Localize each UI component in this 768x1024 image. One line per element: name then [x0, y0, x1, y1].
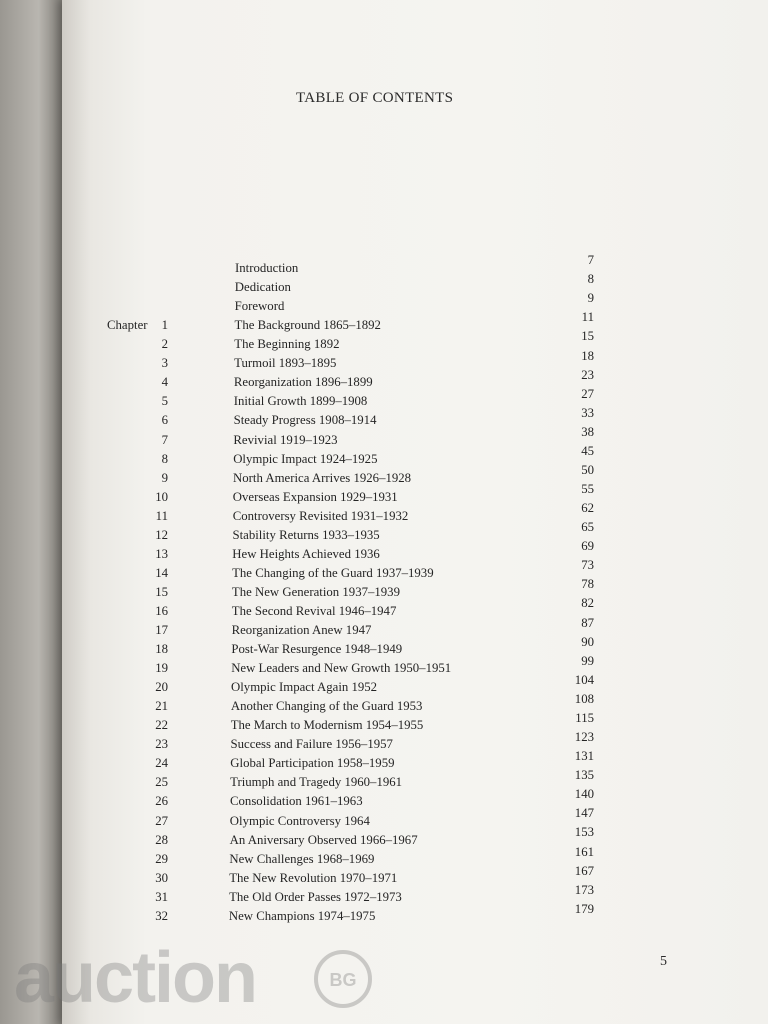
chapter-number: 17: [155, 623, 168, 637]
toc-entry: [0, 348, 768, 372]
chapter-title: The Background 1865–1892: [234, 318, 381, 333]
page-ref: 99: [581, 653, 594, 668]
page-ref: 82: [581, 596, 594, 611]
watermark-logo: [14, 938, 374, 1018]
chapter-number: 25: [155, 775, 168, 790]
page-ref: 73: [581, 558, 594, 573]
page-ref: 8: [587, 272, 594, 287]
chapter-title: Olympic Controversy 1964: [229, 813, 370, 828]
chapter-number: 4: [161, 375, 168, 390]
chapter-title: The Second Revival 1946–1947: [231, 603, 397, 618]
page-ref: 69: [581, 539, 594, 554]
chapter-number: 29: [155, 851, 168, 866]
page-ref: 140: [574, 787, 594, 802]
chapter-title: Global Participation 1958–1959: [230, 756, 395, 771]
chapter-number: 2: [161, 337, 168, 352]
chapter-number: 16: [155, 603, 168, 618]
toc-entry: [0, 443, 768, 468]
toc-entry: [0, 596, 768, 620]
page-ref: 65: [581, 520, 594, 535]
chapter-number: 27: [155, 813, 168, 828]
page-ref: 153: [574, 825, 594, 840]
page-ref: 104: [574, 672, 594, 687]
chapter-title: Dedication: [234, 280, 291, 295]
toc-entry: [0, 882, 768, 906]
chapter-title: The Changing of the Guard 1937–1939: [232, 565, 434, 580]
chapter-number: 6: [161, 413, 168, 428]
page-ref: 167: [574, 863, 594, 878]
chapter-title: The New Revolution 1970–1971: [229, 870, 398, 885]
toc-entry: [0, 253, 768, 277]
page-ref: 135: [574, 768, 594, 783]
toc-entry: [0, 691, 768, 715]
page-ref: 45: [581, 443, 594, 458]
toc-entry: [0, 825, 768, 849]
chapter-number: 1: [161, 318, 168, 333]
toc-entry: [0, 386, 768, 410]
toc-entry: [0, 577, 768, 601]
chapter-number: 24: [155, 756, 168, 771]
chapter-number: 7: [161, 432, 168, 447]
page-ref: 27: [581, 386, 594, 401]
chapter-title: North America Arrives 1926–1928: [233, 470, 412, 485]
chapter-title: Controversy Revisited 1931–1932: [232, 508, 409, 523]
page-ref: 55: [581, 482, 594, 496]
toc-entry: [0, 405, 768, 429]
page-ref: 62: [581, 501, 594, 515]
toc-entry: [0, 863, 768, 887]
chapter-number: 8: [161, 451, 168, 466]
chapter-title: The Beginning 1892: [234, 337, 340, 352]
chapter-number: 3: [161, 356, 168, 371]
chapter-number: 5: [161, 394, 168, 409]
toc-entry: [0, 730, 768, 753]
chapter-title: Overseas Expansion 1929–1931: [232, 489, 398, 504]
chapter-number: 11: [155, 508, 168, 523]
chapter-title: Initial Growth 1899–1908: [233, 394, 368, 409]
chapter-title: Hew Heights Achieved 1936: [232, 546, 380, 561]
toc-entry: [0, 291, 768, 315]
chapter-title: Reorganization Anew 1947: [231, 623, 372, 637]
toc-entry: [0, 844, 768, 868]
toc-entry: [0, 329, 768, 353]
watermark-badge: [314, 950, 372, 1008]
chapter-number: 14: [155, 565, 168, 580]
toc-entry: [0, 272, 768, 296]
chapter-number: 13: [155, 546, 168, 561]
chapter-number: 18: [155, 642, 168, 656]
toc-entry: [0, 520, 768, 544]
toc-entry: [0, 901, 768, 925]
chapter-number: 9: [161, 470, 168, 485]
chapter-title: Turmoil 1893–1895: [234, 356, 337, 371]
toc-entry: [0, 462, 768, 487]
chapter-title: An Aniversary Observed 1966–1967: [229, 832, 418, 847]
toc-entry: [0, 749, 768, 772]
toc-entry: [0, 367, 768, 391]
page-ref: 90: [581, 634, 594, 649]
chapter-title: Foreword: [234, 299, 285, 314]
page-ref: 115: [575, 710, 594, 725]
watermark-badge-text: BG: [329, 970, 357, 990]
page-ref: 123: [574, 730, 594, 744]
chapter-number: 12: [155, 527, 168, 542]
chapter-title: Reorganization 1896–1899: [233, 375, 373, 390]
page-ref: 131: [574, 749, 594, 764]
page-ref: 87: [581, 615, 594, 630]
toc-entry: [0, 558, 768, 582]
chapter-title: New Leaders and New Growth 1950–1951: [231, 661, 452, 675]
page-ref: 15: [581, 329, 594, 344]
toc-entry: [0, 806, 768, 830]
page-ref: 108: [574, 691, 594, 706]
toc-entry: [0, 310, 768, 334]
chapter-number: 28: [155, 832, 168, 847]
chapter-title: Success and Failure 1956–1957: [230, 737, 393, 752]
chapter-number: 23: [155, 737, 168, 752]
page-ref: 7: [587, 253, 594, 267]
chapter-title: Olympic Impact 1924–1925: [233, 451, 378, 466]
chapter-number: 31: [155, 889, 168, 904]
chapter-number: 20: [155, 680, 168, 695]
toc-title: TABLE OF CONTENTS: [296, 90, 454, 106]
page-ref: 38: [581, 424, 594, 439]
chapter-title: The Old Order Passes 1972–1973: [229, 889, 402, 904]
chapter-number: 15: [155, 584, 168, 599]
toc-entry: [0, 634, 768, 658]
toc-entry: [0, 672, 768, 696]
toc-entry: [0, 710, 768, 734]
chapter-title: New Champions 1974–1975: [228, 908, 376, 923]
page-ref: 147: [574, 806, 594, 821]
page-ref: 173: [574, 882, 594, 897]
page-ref: 33: [581, 405, 594, 420]
page-ref: 50: [581, 462, 594, 477]
page-ref: 23: [581, 367, 594, 382]
chapter-title: Revivial 1919–1923: [233, 432, 338, 447]
page-ref: 78: [581, 577, 594, 592]
chapter-title: Introduction: [235, 261, 299, 275]
page-ref: 161: [574, 844, 594, 859]
chapter-title: New Challenges 1968–1969: [229, 851, 375, 866]
chapter-title: Another Changing of the Guard 1953: [230, 699, 423, 714]
chapter-title: Olympic Impact Again 1952: [231, 680, 378, 695]
toc-entry: [0, 653, 768, 677]
chapter-number: 30: [155, 870, 168, 885]
chapter-title: Stability Returns 1933–1935: [232, 527, 380, 542]
toc-entry: [0, 768, 768, 791]
chapter-number: 10: [155, 489, 168, 504]
chapter-title: The March to Modernism 1954–1955: [230, 718, 424, 733]
page-ref: 179: [574, 901, 594, 916]
toc-entry: [0, 482, 768, 506]
chapter-number: 32: [155, 908, 168, 923]
toc-entry: [0, 424, 768, 449]
toc-entry: [0, 539, 768, 563]
chapter-number: 19: [155, 661, 168, 675]
page-ref: 18: [581, 348, 594, 363]
watermark-word: auction: [14, 938, 257, 1018]
chapter-label: Chapter: [107, 318, 148, 333]
toc-entry: [0, 787, 768, 810]
chapter-number: 26: [155, 794, 168, 809]
chapter-title: Triumph and Tragedy 1960–1961: [230, 775, 403, 790]
chapter-title: Consolidation 1961–1963: [230, 794, 363, 809]
chapter-number: 21: [155, 699, 168, 714]
toc-entry: [0, 501, 768, 525]
chapter-title: Steady Progress 1908–1914: [233, 413, 377, 428]
chapter-title: Post-War Resurgence 1948–1949: [231, 642, 403, 656]
chapter-title: The New Generation 1937–1939: [231, 584, 400, 599]
page-number: 5: [660, 954, 667, 969]
page-ref: 9: [587, 291, 594, 306]
toc-entry: [0, 615, 768, 639]
chapter-number: 22: [155, 718, 168, 733]
page-ref: 11: [581, 310, 594, 325]
